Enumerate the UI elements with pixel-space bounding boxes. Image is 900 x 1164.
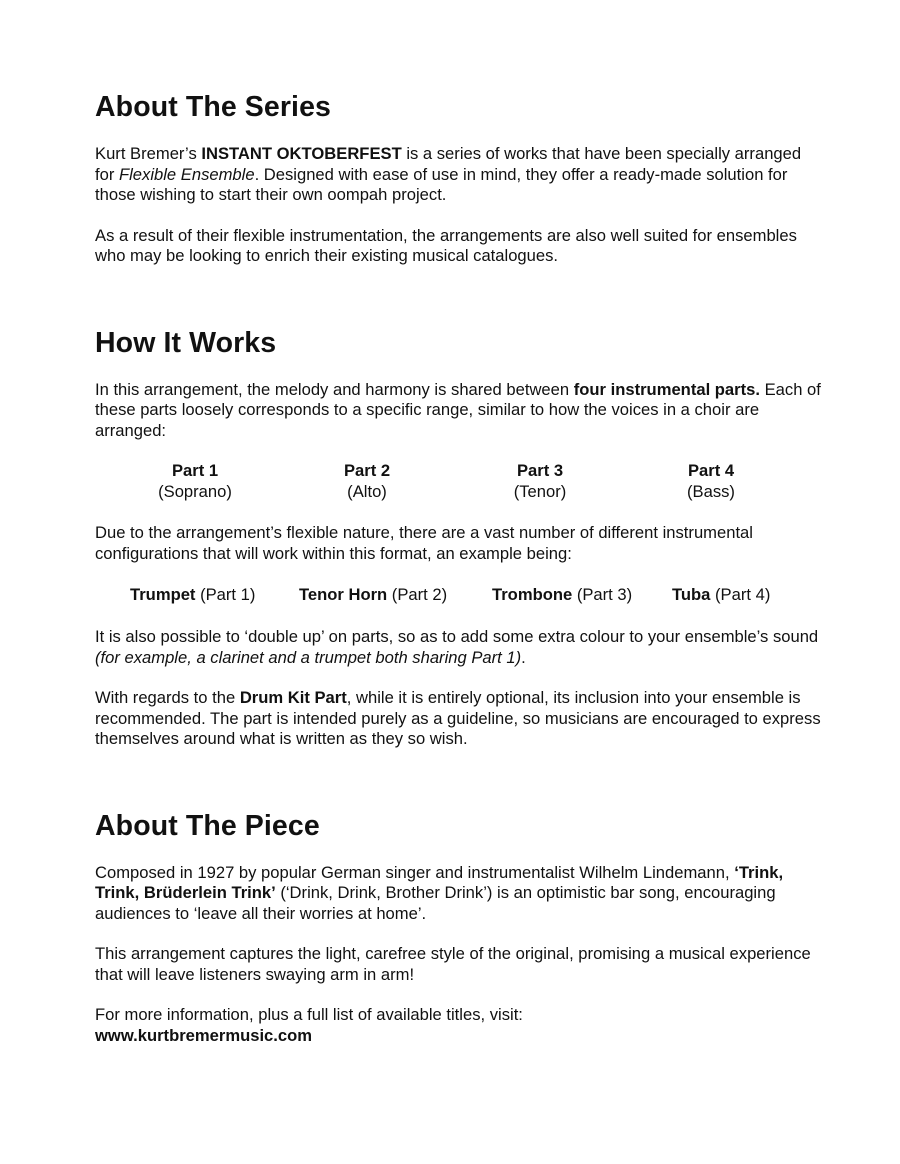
text-run: is a series of works that have been specially arranged for (95, 144, 802, 184)
instrument-part: (Part 1) (195, 585, 256, 604)
part-item (135, 461, 255, 502)
part-range: (Bass) (687, 481, 735, 501)
about-piece-paragraph-3 (95, 1005, 825, 1046)
how-it-works-paragraph-1 (95, 380, 825, 442)
how-it-works-paragraph-3 (95, 627, 825, 668)
part-range: (Tenor) (513, 481, 567, 501)
instrument-name: Trombone (492, 585, 573, 604)
instrument-name: Tenor Horn (299, 585, 388, 604)
series-name: INSTANT OKTOBERFEST (201, 144, 402, 163)
text-run: In this arrangement, the melody and harmony is shared between (95, 379, 574, 399)
text-run: Composed in 1927 by popular German singer and instrumentalist Wilhelm Lindemann, (95, 862, 735, 882)
about-piece-paragraph-2: This arrangement captures the light, carefree style of the original, promising a musical experience that will leave listeners swaying arm in arm! (95, 944, 811, 984)
part-item (651, 461, 771, 502)
text-run: (‘Drink, Drink, Brother Drink’) is an optimistic bar song, encouraging audiences to ‘leave all their worries at home’. (95, 883, 776, 923)
how-it-works-heading: How It Works (95, 326, 277, 359)
part-range: (Alto) (347, 481, 387, 501)
example-note: (for example, a clarinet and a trumpet both sharing Part 1) (95, 647, 522, 667)
part-name: Part 3 (516, 461, 564, 480)
part-name: Part 4 (687, 461, 735, 480)
drum-kit-part: Drum Kit Part (239, 688, 347, 707)
song-title: ‘Trink, Trink, Brüderlein Trink’ (95, 862, 784, 902)
text-run: For more information, plus a full list of available titles, visit: (95, 1005, 523, 1024)
how-it-works-paragraph-2: Due to the arrangement’s flexible nature, there are a vast number of different instrumental configurations that will work within this format, an example being: (95, 523, 753, 563)
config-item (299, 585, 447, 606)
about-piece-heading: About The Piece (95, 809, 320, 842)
text-run: Each of these parts loosely corresponds to a specific range, similar to how the voices in a choir are arranged: (95, 379, 821, 440)
instrument-part: (Part 3) (572, 585, 633, 604)
website-link[interactable]: www.kurtbremermusic.com (95, 1025, 313, 1045)
document-page (95, 86, 825, 1046)
instrument-part: (Part 4) (710, 585, 771, 604)
text-run: , while it is entirely optional, its inclusion into your ensemble is recommended. The part is intended purely as a guideline, so musicians are encouraged to express themselves around what is written as they so wish. (95, 688, 821, 748)
part-name: Part 1 (171, 461, 219, 480)
config-item (130, 585, 255, 606)
text-run: Kurt Bremer’s (95, 144, 202, 163)
instrument-name: Tuba (672, 585, 711, 604)
ensemble-type: Flexible Ensemble (118, 164, 255, 184)
parts-list (95, 461, 825, 502)
parts-count: four instrumental parts. (573, 379, 760, 399)
part-item (307, 461, 427, 502)
instrument-part: (Part 2) (387, 585, 448, 604)
about-series-paragraph-2: As a result of their flexible instrumentation, the arrangements are also well suited for ensembles who may be looking to enrich their existing musical catalogues. (95, 225, 797, 265)
config-item (492, 585, 632, 606)
part-name: Part 2 (343, 461, 391, 480)
instrument-name: Trumpet (130, 585, 196, 604)
text-run: With regards to the (95, 688, 240, 707)
part-range: (Soprano) (158, 481, 232, 501)
text-run: . (521, 647, 526, 667)
text-run: It is also possible to ‘double up’ on parts, so as to add some extra colour to your ensemble’s sound (95, 627, 819, 646)
about-series-heading: About The Series (95, 91, 331, 123)
about-piece-paragraph-1 (95, 863, 825, 925)
about-series-paragraph-1 (95, 144, 825, 206)
part-item (480, 461, 600, 502)
instrument-configuration (95, 585, 825, 606)
config-item (672, 585, 770, 606)
how-it-works-paragraph-4 (95, 688, 825, 750)
text-run: . Designed with ease of use in mind, they offer a ready-made solution for those wishing to start their own oompah project. (95, 164, 788, 204)
